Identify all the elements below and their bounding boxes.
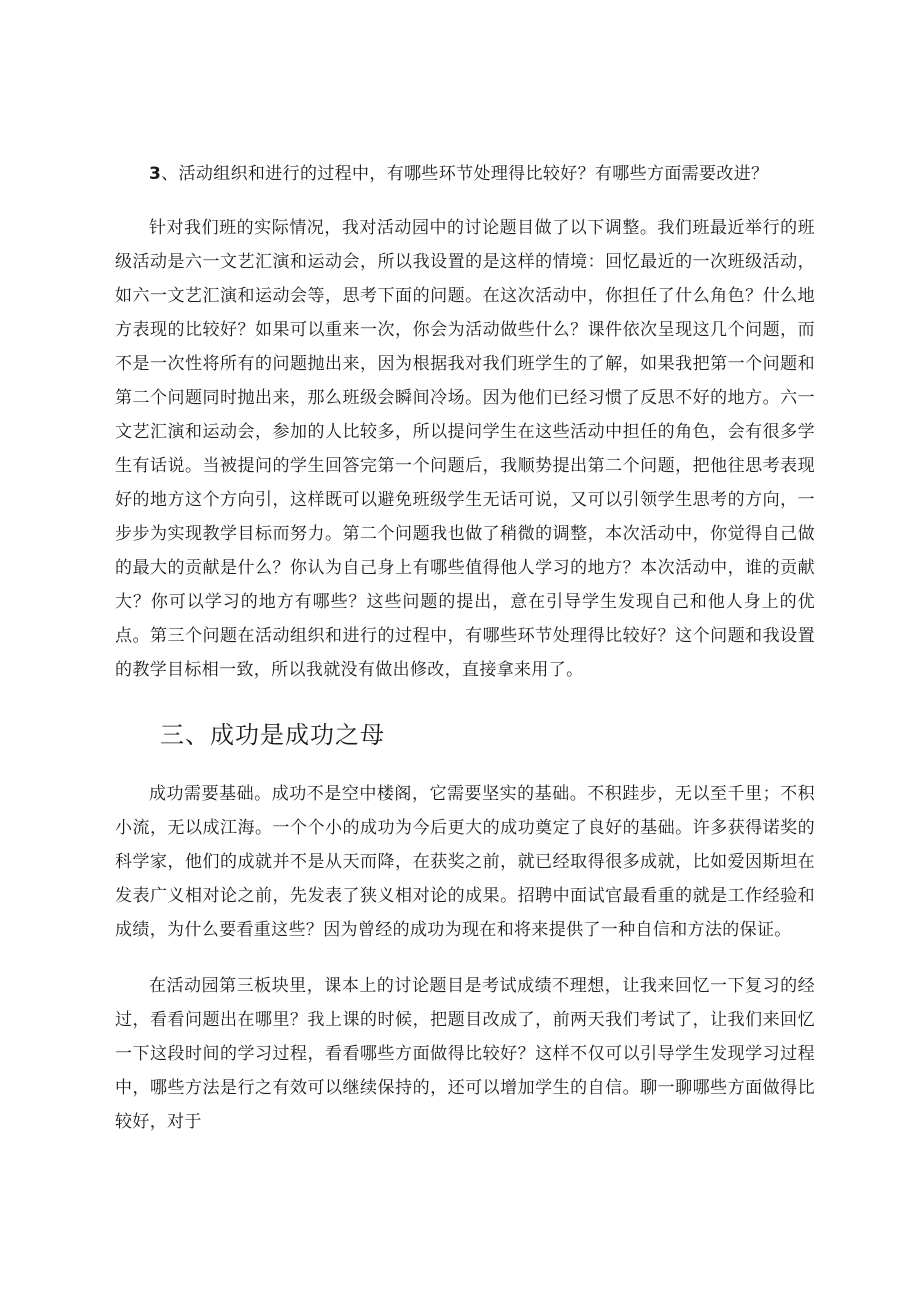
discussion-question xyxy=(115,157,815,191)
section-heading: 三、成功是成功之母 xyxy=(160,721,385,749)
question-text: 、活动组织和进行的过程中，有哪些环节处理得比较好？有哪些方面需要改进？ xyxy=(161,164,769,184)
paragraph-class-activity-adjustment: 针对我们班的实际情况，我对活动园中的讨论题目做了以下调整。我们班最近举行的班级活动是六一文艺汇演和运动会，所以我设置的是这样的情境：回忆最近的一次班级活动，如六一文艺汇演和运动会等，思考下面的问题。在这次活动中，你担任了什么角色？什么地方表现的比较好？如果可以重来一次，你会为活动做些什么？课件依次呈现这几个问题，而不是一次性将所有的问题抛出来，因为根据我对我们班学生的了解，如果我把第一个问题和第二个问题同时抛出来，那么班级会瞬间冷场。因为他们已经习惯了反思不好的地方。六一文艺汇演和运动会，参加的人比较多，所以提问学生在这些活动中担任的角色，会有很多学生有话说。当被提问的学生回答完第一个问题后，我顺势提出第二个问题，把他往思考表现好的地方这个方向引，这样既可以避免班级学生无话可说，又可以引领学生思考的方向，一步步为实现教学目标而努力。第二个问题我也做了稍微的调整，本次活动中，你觉得自己做的最大的贡献是什么？你认为自己身上有哪些值得他人学习的地方？本次活动中，谁的贡献大？你可以学习的地方有哪些？这些问题的提出，意在引导学生发现自己和他人身上的优点。第三个问题在活动组织和进行的过程中，有哪些环节处理得比较好？这个问题和我设置的教学目标相一致，所以我就没有做出修改，直接拿来用了。 xyxy=(115,218,815,680)
paragraph-activity-third-section: 在活动园第三板块里，课本上的讨论题目是考试成绩不理想，让我来回忆一下复习的经过，看看问题出在哪里？我上课的时候，把题目改成了，前两天我们考试了，让我们来回忆一下这段时间的学习过程，看看哪些方面做得比较好？这样不仅可以引导学生发现学习过程中，哪些方法是行之有效可以继续保持的，还可以增加学生的自信。聊一聊哪些方面做得比较好，对于 xyxy=(115,976,815,1132)
document-body xyxy=(115,157,815,1139)
question-number: 3 xyxy=(149,164,162,184)
paragraph-success-foundation: 成功需要基础。成功不是空中楼阁，它需要坚实的基础。不积跬步，无以至千里；不积小流，无以成江海。一个个小的成功为今后更大的成功奠定了良好的基础。许多获得诺奖的科学家，他们的成就并不是从天而降，在获奖之前，就已经取得很多成就，比如爱因斯坦在发表广义相对论之前，先发表了狭义相对论的成果。招聘中面试官最看重的就是工作经验和成绩，为什么要看重这些？因为曾经的成功为现在和将来提供了一种自信和方法的保证。 xyxy=(115,784,815,940)
